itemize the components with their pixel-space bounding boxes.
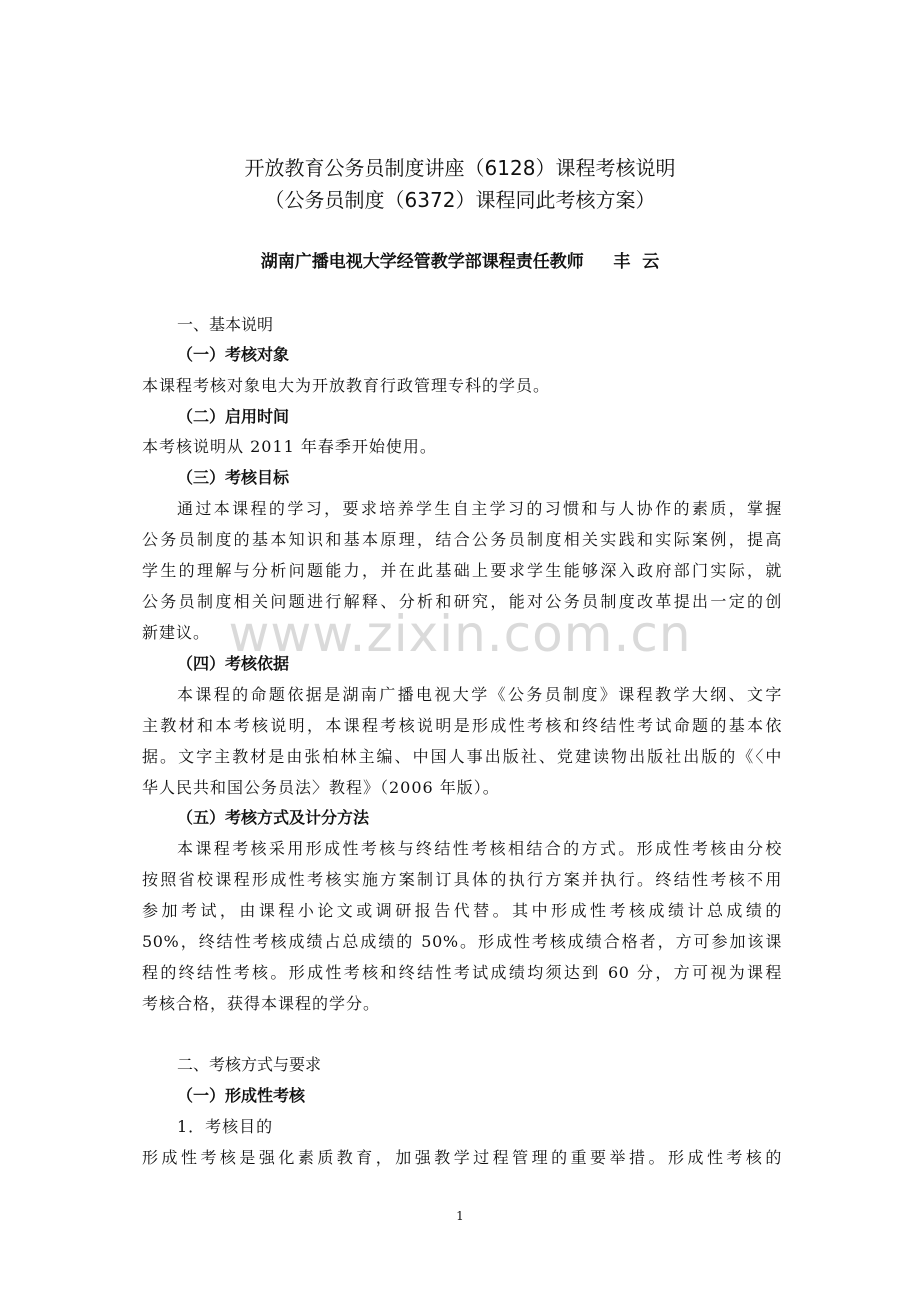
paragraph-line: 华人民共和国公务员法〉教程》（2006 年版）。 (142, 778, 500, 797)
paragraph-line: 参加考试，由课程小论文或调研报告代替。其中形成性考核成绩计总成绩的 (142, 901, 782, 920)
author-line: 湖南广播电视大学经管教学部课程责任教师 丰 云 (260, 252, 660, 272)
paragraph-line: 程的终结性考核。形成性考核和终结性考试成绩均须达到 60 分，方可视为课程 (142, 963, 782, 982)
watermark-text: www.zixin.com.cn (228, 605, 692, 663)
paragraph-line: 公务员制度相关问题进行解释、分析和研究，能对公务员制度改革提出一定的创 (142, 592, 782, 611)
paragraph-line: 考核合格，获得本课程的学分。 (142, 994, 381, 1013)
paragraph-line: 本课程的命题依据是湖南广播电视大学《公务员制度》课程教学大纲、文字 (177, 685, 782, 704)
section-heading-requirements: 二、考核方式与要求 (177, 1055, 322, 1074)
document-subtitle: （公务员制度（6372）课程同此考核方案） (264, 188, 656, 212)
paragraph-line: 新建议。 (142, 623, 211, 642)
paragraph-line: 公务员制度的基本知识和基本原理，结合公务员制度相关实践和实际案例，提高 (142, 530, 782, 549)
document-title: 开放教育公务员制度讲座（6128）课程考核说明 (244, 156, 676, 180)
paragraph-line: 本考核说明从 2011 年春季开始使用。 (142, 437, 437, 456)
paragraph-line: 本课程考核采用形成性考核与终结性考核相结合的方式。形成性考核由分校 (177, 839, 782, 858)
subheading-start-time: （二）启用时间 (177, 407, 290, 426)
subheading-basis: （四）考核依据 (177, 654, 290, 673)
subheading-formative: （一）形成性考核 (177, 1086, 306, 1105)
paragraph-line: 据。文字主教材是由张柏林主编、中国人事出版社、党建读物出版社出版的《〈中 (142, 747, 782, 766)
paragraph-line: 形成性考核是强化素质教育，加强教学过程管理的重要举措。形成性考核的 (142, 1148, 782, 1167)
paragraph-line: 通过本课程的学习，要求培养学生自主学习的习惯和与人协作的素质，掌握 (177, 499, 782, 518)
section-heading-basic: 一、基本说明 (177, 315, 274, 334)
paragraph-line: 主教材和本考核说明，本课程考核说明是形成性考核和终结性考试命题的基本依 (142, 716, 782, 735)
list-item-purpose: 1．考核目的 (177, 1117, 274, 1136)
paragraph-line: 50%，终结性考核成绩占总成绩的 50%。形成性考核成绩合格者，方可参加该课 (142, 932, 782, 951)
subheading-target: （一）考核对象 (177, 345, 290, 364)
page-number: 1 (456, 1209, 464, 1223)
paragraph-line: 本课程考核对象电大为开放教育行政管理专科的学员。 (142, 376, 551, 395)
subheading-method: （五）考核方式及计分方法 (177, 808, 370, 827)
subheading-goals: （三）考核目标 (177, 468, 290, 487)
paragraph-line: 按照省校课程形成性考核实施方案制订具体的执行方案并执行。终结性考核不用 (142, 870, 782, 889)
paragraph-line: 学生的理解与分析问题能力，并在此基础上要求学生能够深入政府部门实际，就 (142, 561, 782, 580)
